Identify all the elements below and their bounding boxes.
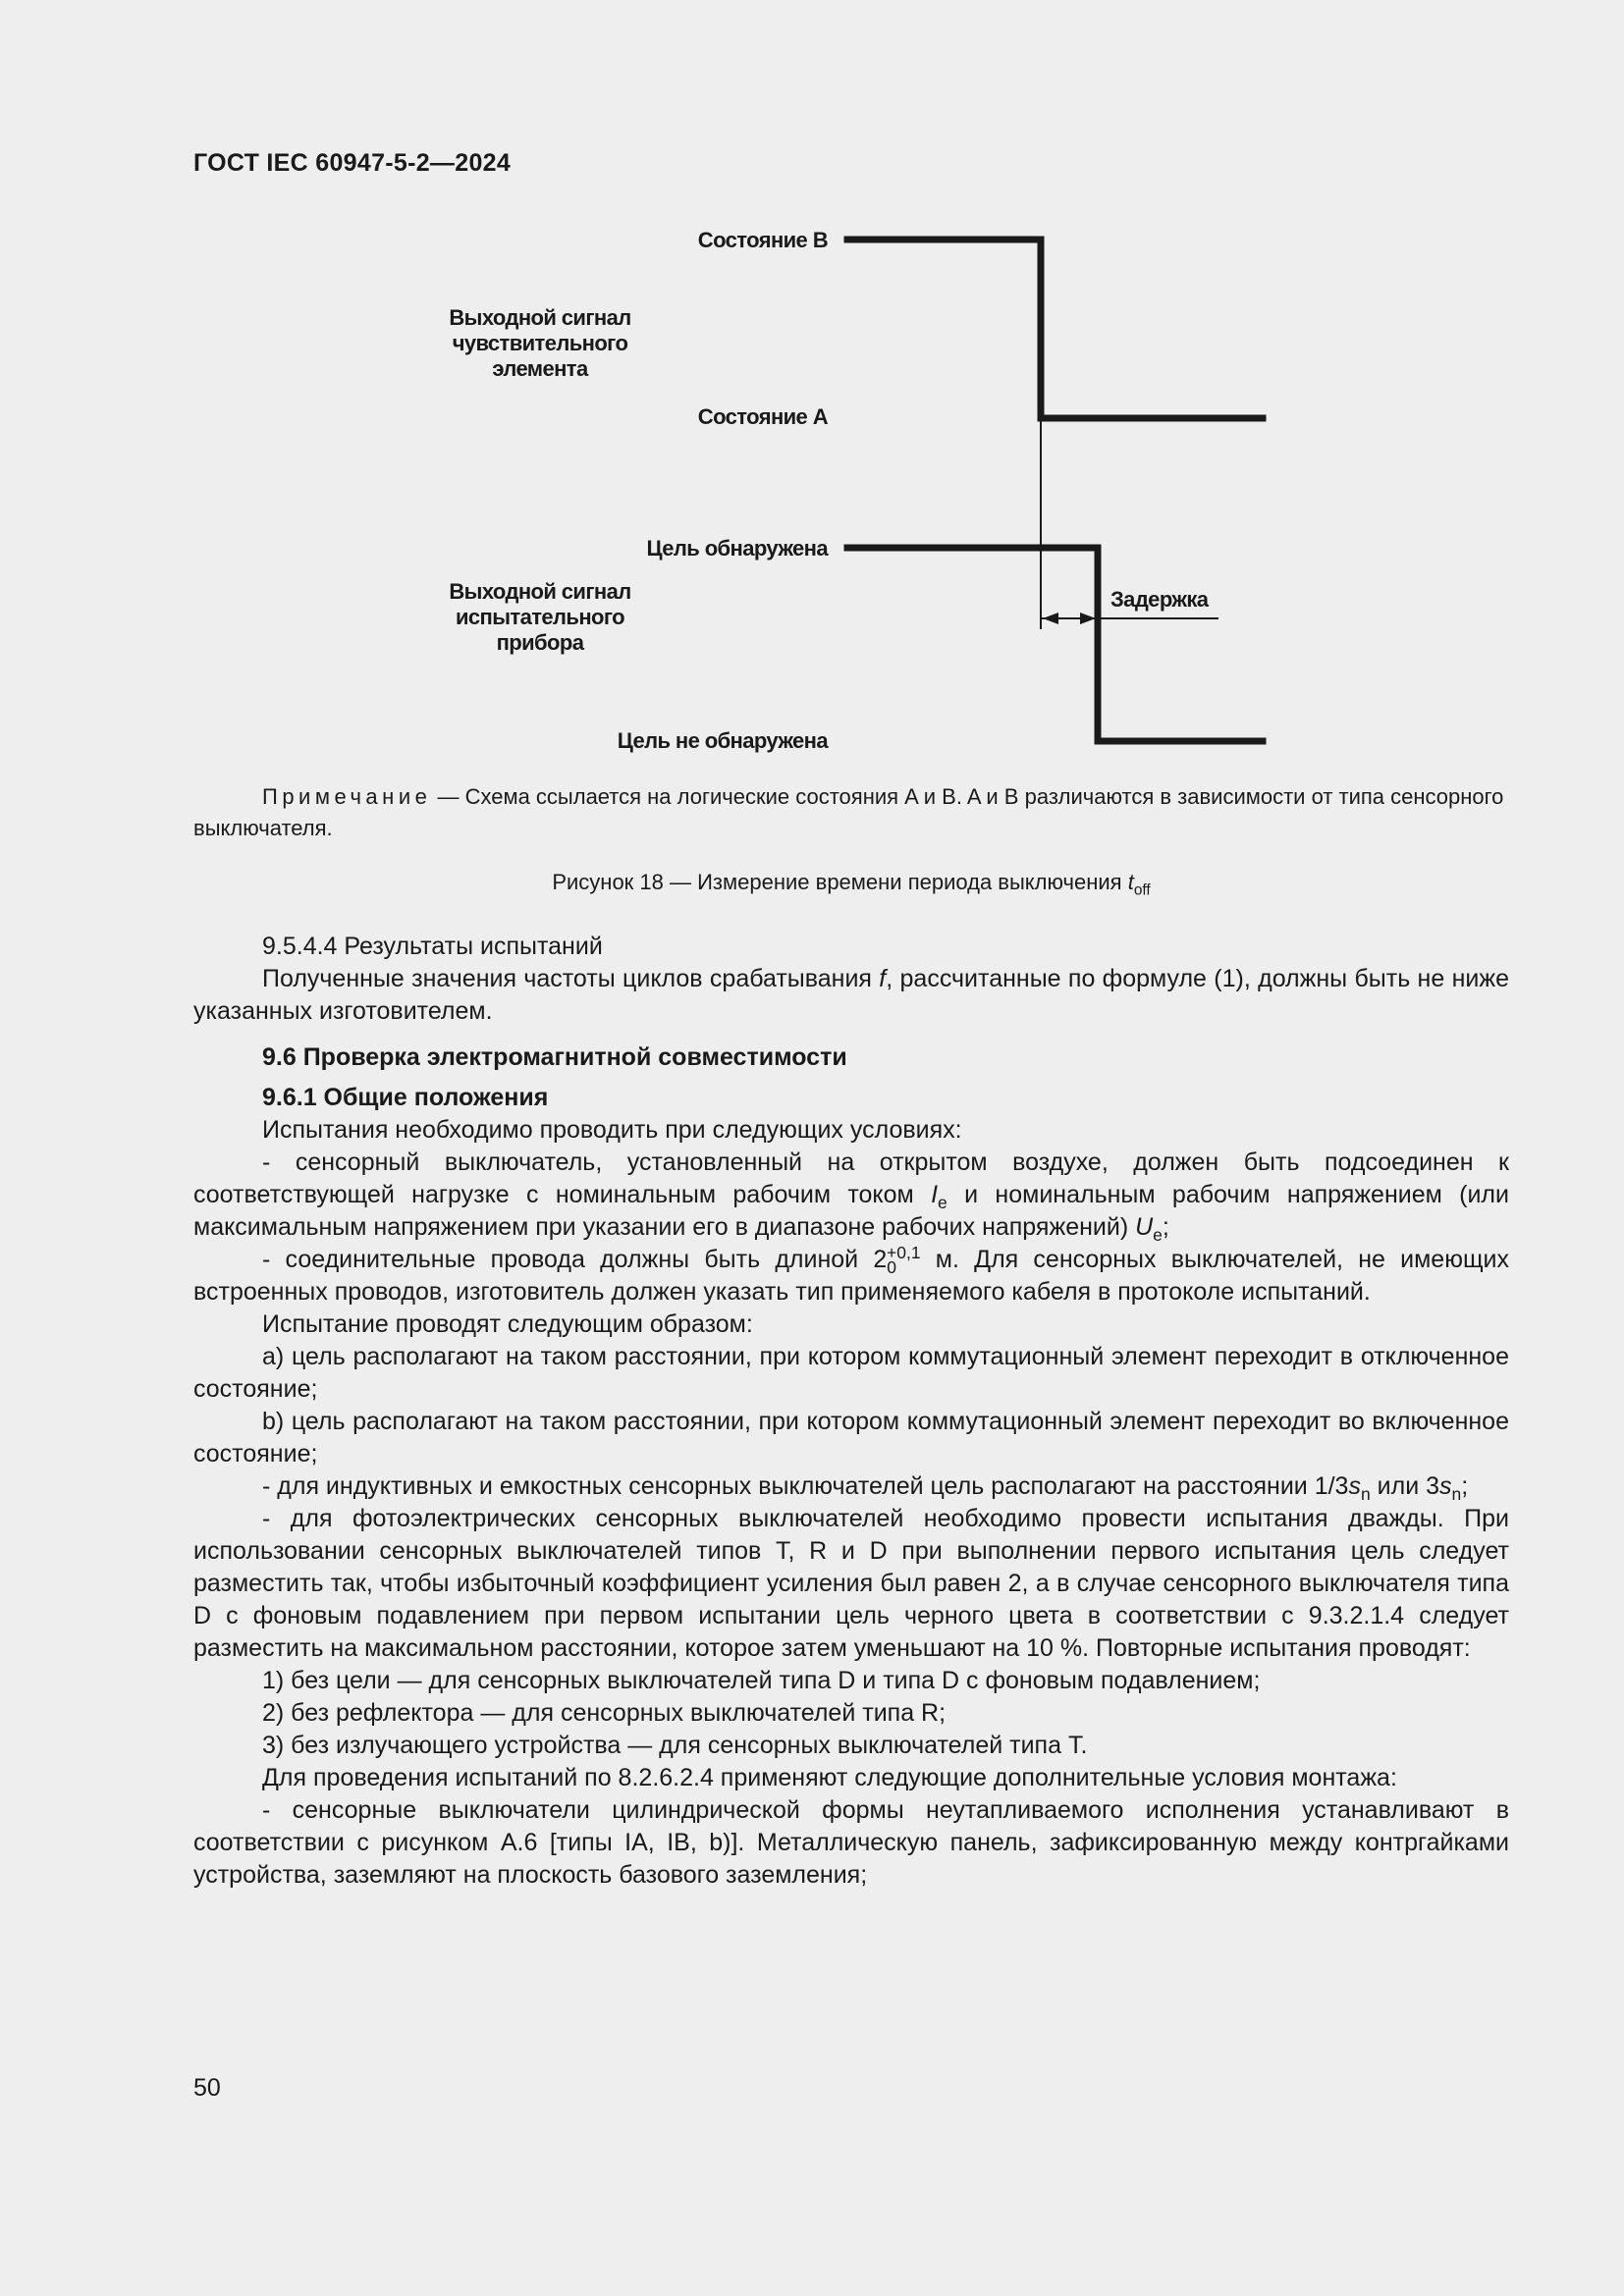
paragraph: - для индуктивных и емкостных сенсорных выключателей цель располагают на расстоянии $1/3s_n$ или $3s_n$; [262, 1472, 1469, 1504]
paragraph: a) цель располагают на таком расстоянии, при котором коммутационный элемент переходит в отключенное состояние; [193, 1343, 1509, 1403]
sensor-signal-waveform [847, 240, 1263, 418]
document-header: ГОСТ IEC 60947-5-2—2024 [193, 149, 512, 177]
list-item: 1) без цели — для сенсорных выключателей типа D и типа D с фоновым подавлением; [262, 1667, 1261, 1694]
paragraph: - для фотоэлектрических сенсорных выключателей необходимо провести испытания дважды. При использовании сенсорных выключателей типов T, R и D при выполнении первого испытания цель следует разместить так, чтобы избыточный коэффициент усиления был равен 2, а в случае сенсорного выключателя типа D с фоновым подавлением при первом испытании цель черного цвета в соответствии с 9.3.2.1.4 следует разместить на максимальном расстоянии, которое затем уменьшают на 10 %. Повторные испытания проводят: [193, 1505, 1509, 1662]
paragraph: Испытания необходимо проводить при следующих условиях: [262, 1116, 962, 1144]
paragraph: Для проведения испытаний по 8.2.6.2.4 применяют следующие дополнительные условия монтажа: [262, 1764, 1397, 1791]
section-9544-title: 9.5.4.4 Результаты испытаний [262, 933, 603, 960]
sensor-signal-label: Выходной сигнал чувствительного элемента [449, 305, 631, 381]
paragraph: Испытание проводят следующим образом: [262, 1310, 753, 1338]
section-96-title: 9.6 Проверка электромагнитной совместимости [262, 1043, 847, 1071]
delay-label: Задержка [1110, 587, 1209, 612]
device-signal-label: Выходной сигнал испытательного прибора [449, 579, 631, 655]
target-detected-label: Цель обнаружена [646, 536, 828, 561]
paragraph: - соединительные провода должны быть длиной $2_0^{+0,1}$ м. Для сенсорных выключателей, не имеющих встроенных проводов, изготовитель должен указать тип применяемого кабеля в протоколе испытаний. [193, 1242, 1509, 1306]
target-not-detected-label: Цель не обнаружена [617, 728, 828, 753]
figure-note [193, 781, 1509, 844]
note-text: — Схема ссылается на логические состояния A и B. A и B различаются в зависимости от типа сенсорного выключателя. [193, 784, 1504, 840]
delay-arrow-left [1043, 613, 1058, 624]
page-number: 50 [193, 2074, 221, 2102]
paragraph: b) цель располагают на таком расстоянии, при котором коммутационный элемент переходит во включенное состояние; [193, 1408, 1509, 1468]
note-prefix: Примечание [262, 784, 432, 809]
list-item: 3) без излучающего устройства — для сенсорных выключателей типа T. [262, 1732, 1088, 1759]
body-text [193, 931, 1509, 1892]
state-b-label: Состояние B [697, 228, 828, 252]
list-item: 2) без рефлектора — для сенсорных выключателей типа R; [262, 1699, 947, 1727]
figure-caption: Рисунок 18 — Измерение времени периода выключения $t_{off}$ [552, 870, 1151, 899]
paragraph: - сенсорный выключатель, установленный на открытом воздухе, должен быть подсоединен к соответствующей нагрузке с номинальным рабочим током $I_e$ и номинальным рабочим напряжением (или максимальным напряжением при указании его в диапазоне рабочих напряжений) $U_e$; [193, 1148, 1509, 1245]
device-signal-waveform [847, 548, 1263, 741]
section-9544-text: Полученные значения частоты циклов срабатывания f, рассчитанные по формуле (1), должны быть не ниже указанных изготовителем. [193, 965, 1509, 1025]
state-a-label: Состояние A [697, 404, 828, 429]
timing-diagram [0, 0, 1624, 785]
section-961-title: 9.6.1 Общие положения [262, 1084, 549, 1111]
paragraph: - сенсорные выключатели цилиндрической формы неутапливаемого исполнения устанавливают в соответствии с рисунком A.6 [типы IA, IB, b)]. Металлическую панель, зафиксированную между контргайками устройства, заземляют на плоскость базового заземления; [193, 1796, 1509, 1889]
delay-arrow-right [1080, 613, 1096, 624]
